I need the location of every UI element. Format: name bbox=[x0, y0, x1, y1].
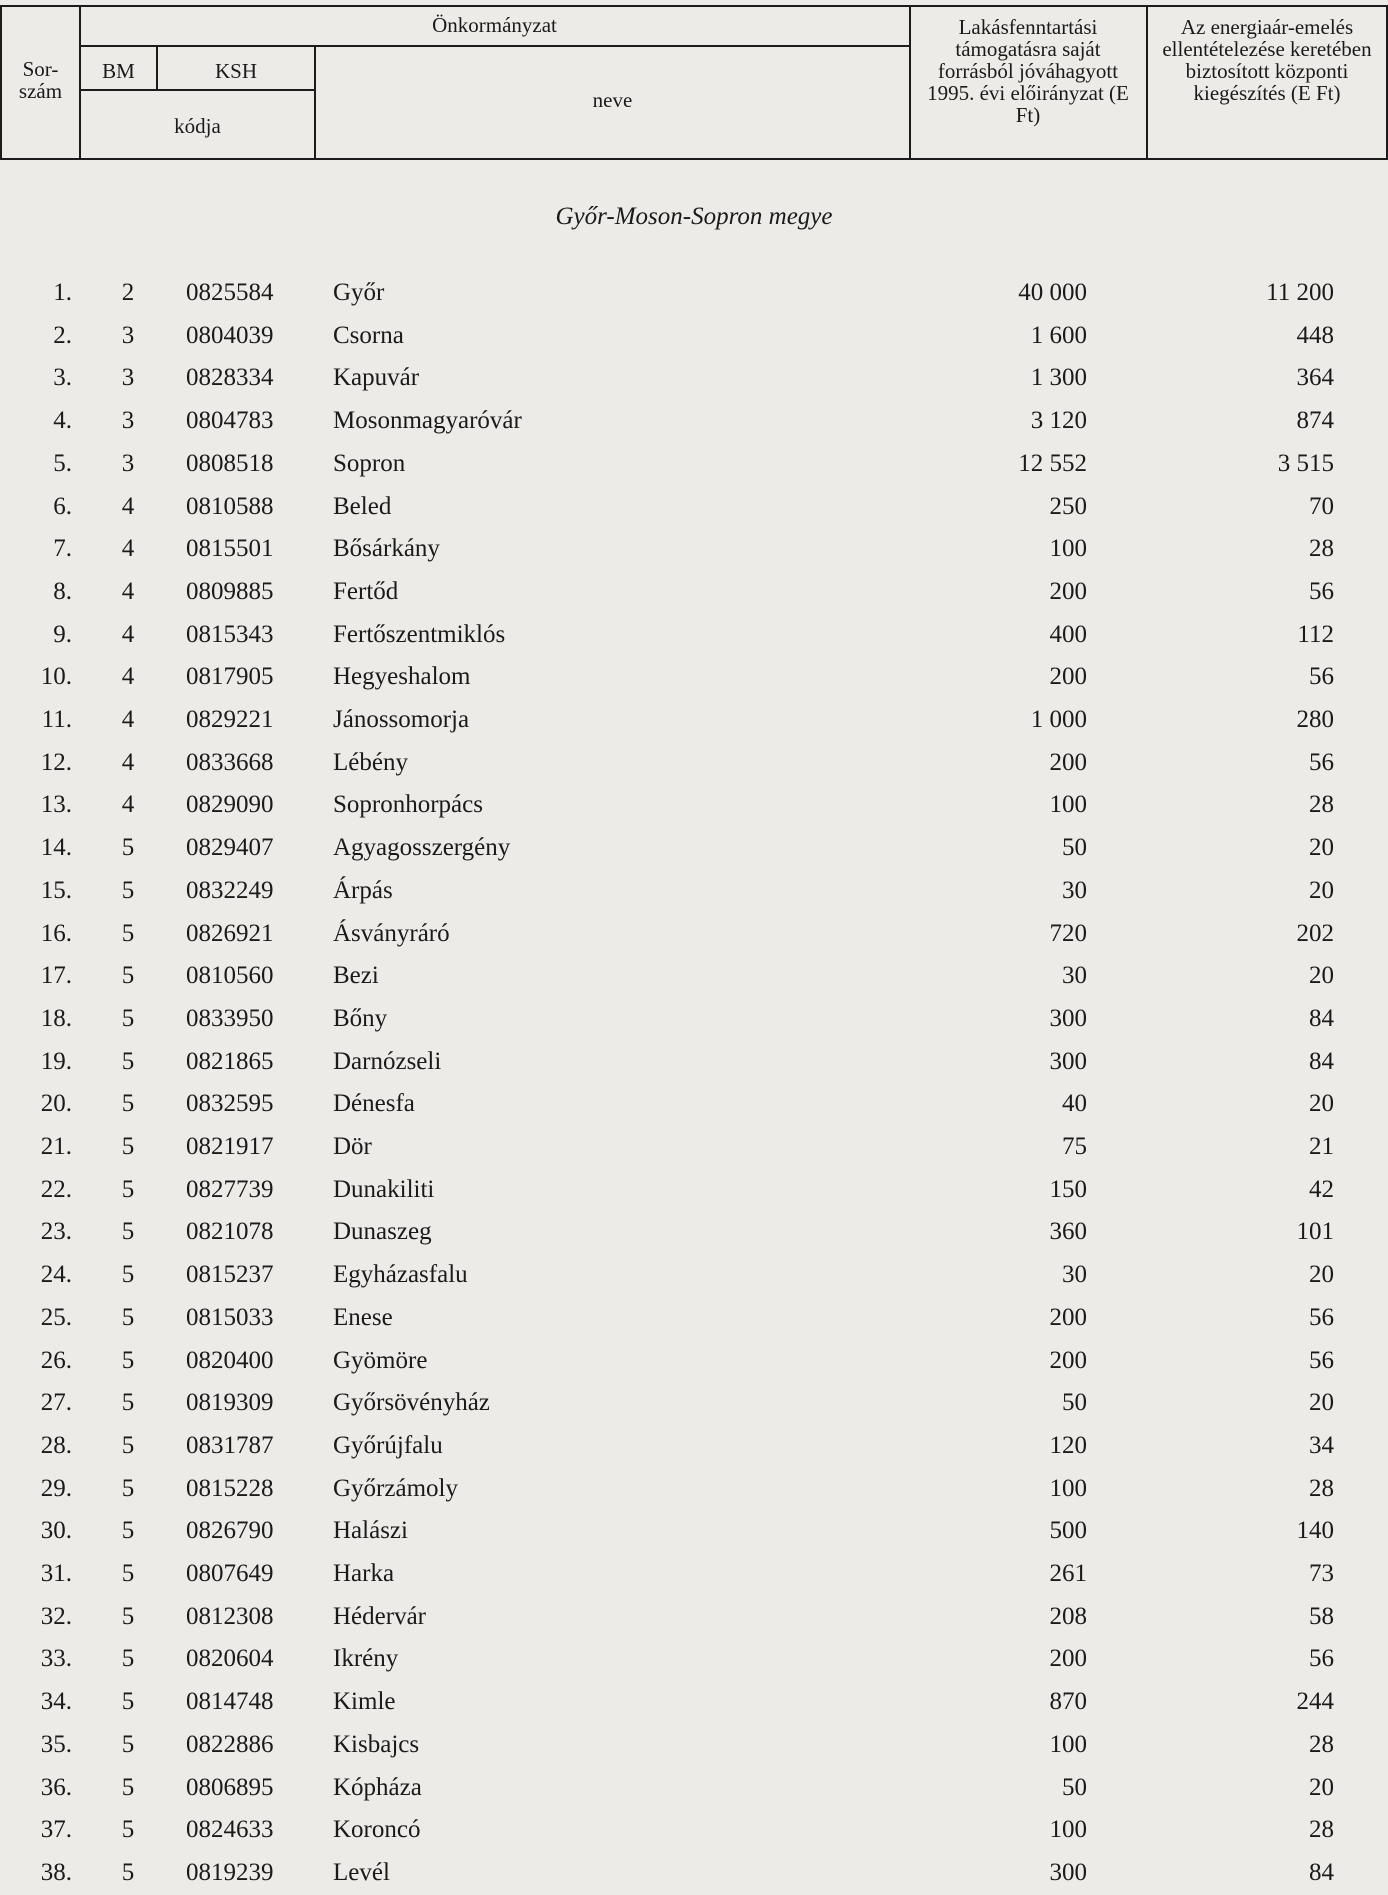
header-ksh: KSH bbox=[214, 59, 257, 83]
lakas-amount: 1 000 bbox=[1030, 706, 1087, 733]
lakas-amount: 100 bbox=[1049, 791, 1087, 819]
settlement-name: Győrsövényház bbox=[333, 1389, 490, 1417]
lakas-amount: 261 bbox=[1049, 1560, 1087, 1587]
lakas-amount: 1 600 bbox=[1030, 321, 1087, 349]
ksh-code: 0821865 bbox=[186, 1047, 274, 1075]
settlement-name: Ásványráró bbox=[333, 919, 450, 947]
lakas-amount: 360 bbox=[1049, 1218, 1087, 1246]
settlement-name: Dunakiliti bbox=[333, 1175, 435, 1203]
energia-amount: 280 bbox=[1296, 706, 1334, 733]
energia-amount: 20 bbox=[1309, 1261, 1334, 1289]
table-row bbox=[0, 1553, 1388, 1596]
settlement-name: Kópháza bbox=[333, 1773, 422, 1801]
header-bm: BM bbox=[102, 59, 135, 83]
row-number: 31. bbox=[40, 1560, 72, 1587]
energia-amount: 448 bbox=[1296, 321, 1334, 349]
settlement-name: Egyházasfalu bbox=[333, 1261, 468, 1289]
bm-code: 5 bbox=[121, 1602, 135, 1630]
settlement-name: Koroncó bbox=[333, 1816, 421, 1844]
energia-amount: 28 bbox=[1309, 791, 1334, 819]
row-number: 19. bbox=[40, 1047, 72, 1075]
row-number: 36. bbox=[40, 1773, 72, 1801]
ksh-code: 0819309 bbox=[186, 1389, 274, 1417]
energia-amount: 73 bbox=[1309, 1560, 1334, 1587]
bm-code: 5 bbox=[121, 1431, 135, 1459]
ksh-code: 0815237 bbox=[186, 1261, 274, 1289]
ksh-code: 0829407 bbox=[186, 834, 274, 862]
table-row bbox=[0, 1254, 1388, 1297]
ksh-code: 0825584 bbox=[186, 279, 274, 306]
settlement-name: Gyömöre bbox=[333, 1346, 428, 1374]
energia-amount: 202 bbox=[1296, 919, 1334, 947]
bm-code: 5 bbox=[121, 1645, 135, 1673]
row-number: 37. bbox=[40, 1816, 72, 1844]
table-row bbox=[0, 614, 1388, 657]
settlement-name: Beled bbox=[333, 492, 392, 520]
bm-code: 5 bbox=[121, 1816, 135, 1844]
settlement-name: Lébény bbox=[333, 748, 408, 776]
lakas-amount: 40 bbox=[1062, 1090, 1087, 1118]
row-number: 29. bbox=[40, 1474, 72, 1502]
table-row bbox=[0, 528, 1388, 571]
table-row bbox=[0, 1468, 1388, 1511]
county-title: Győr-Moson-Sopron megye bbox=[555, 203, 833, 230]
energia-amount: 56 bbox=[1309, 748, 1334, 776]
lakas-amount: 208 bbox=[1049, 1602, 1087, 1630]
settlement-name: Hegyeshalom bbox=[333, 663, 471, 691]
row-number: 38. bbox=[40, 1858, 72, 1886]
header-sorszam: Sor- szám bbox=[18, 57, 63, 103]
bm-code: 5 bbox=[121, 1047, 135, 1075]
ksh-code: 0806895 bbox=[186, 1773, 274, 1801]
lakas-amount: 12 552 bbox=[1018, 449, 1087, 477]
table-row bbox=[0, 827, 1388, 870]
bm-code: 4 bbox=[121, 663, 135, 691]
energia-amount: 20 bbox=[1309, 876, 1334, 904]
bm-code: 5 bbox=[121, 1517, 135, 1545]
bm-code: 5 bbox=[121, 919, 135, 947]
bm-code: 5 bbox=[121, 1730, 135, 1758]
ksh-code: 0826790 bbox=[186, 1517, 274, 1545]
energia-amount: 34 bbox=[1309, 1431, 1334, 1459]
lakas-amount: 200 bbox=[1049, 1303, 1087, 1331]
table-row bbox=[0, 1425, 1388, 1468]
energia-amount: 70 bbox=[1309, 492, 1334, 520]
table-row bbox=[0, 742, 1388, 785]
table-row bbox=[0, 1126, 1388, 1169]
table-row bbox=[0, 272, 1388, 315]
settlement-name: Fertőszentmiklós bbox=[333, 620, 506, 648]
settlement-name: Csorna bbox=[333, 321, 404, 349]
energia-amount: 20 bbox=[1309, 834, 1334, 862]
lakas-amount: 3 120 bbox=[1030, 407, 1087, 435]
lakas-amount: 100 bbox=[1049, 1474, 1087, 1502]
ksh-code: 0804039 bbox=[186, 321, 274, 349]
energia-amount: 84 bbox=[1309, 1858, 1334, 1886]
ksh-code: 0829090 bbox=[186, 791, 274, 819]
ksh-code: 0826921 bbox=[186, 919, 274, 947]
energia-amount: 42 bbox=[1309, 1175, 1334, 1203]
settlement-name: Dénesfa bbox=[333, 1090, 415, 1118]
row-number: 10. bbox=[40, 663, 72, 691]
header-lakas-column: Lakásfenntartási támogatásra saját forrásból jóváhagyott 1995. évi előirányzat (E Ft) bbox=[927, 15, 1129, 127]
settlement-name: Mosonmagyaróvár bbox=[333, 407, 522, 435]
row-number: 28. bbox=[40, 1431, 72, 1459]
row-number: 12. bbox=[40, 748, 72, 776]
ksh-code: 0808518 bbox=[186, 449, 274, 477]
bm-code: 5 bbox=[121, 1773, 135, 1801]
table-row bbox=[0, 913, 1388, 956]
table-row bbox=[0, 1681, 1388, 1724]
energia-amount: 56 bbox=[1309, 1645, 1334, 1673]
ksh-code: 0804783 bbox=[186, 407, 274, 435]
bm-code: 5 bbox=[121, 1175, 135, 1203]
bm-code: 5 bbox=[121, 1004, 135, 1032]
ksh-code: 0833950 bbox=[186, 1004, 274, 1032]
row-number: 34. bbox=[40, 1688, 72, 1716]
row-number: 21. bbox=[40, 1133, 72, 1160]
settlement-name: Harka bbox=[333, 1560, 395, 1587]
energia-amount: 84 bbox=[1309, 1004, 1334, 1032]
energia-amount: 20 bbox=[1309, 1773, 1334, 1801]
bm-code: 3 bbox=[121, 407, 135, 435]
row-number: 5. bbox=[53, 449, 72, 477]
settlement-name: Kisbajcs bbox=[333, 1730, 420, 1758]
lakas-amount: 75 bbox=[1062, 1133, 1087, 1160]
table-row bbox=[0, 1083, 1388, 1126]
table-row bbox=[0, 1852, 1388, 1895]
lakas-amount: 720 bbox=[1049, 919, 1087, 947]
settlement-name: Levél bbox=[333, 1858, 390, 1886]
row-number: 27. bbox=[40, 1389, 72, 1417]
settlement-name: Sopronhorpács bbox=[333, 791, 483, 819]
row-number: 26. bbox=[40, 1346, 72, 1374]
row-number: 8. bbox=[53, 577, 72, 605]
lakas-amount: 30 bbox=[1062, 1261, 1087, 1289]
ksh-code: 0815033 bbox=[186, 1303, 274, 1331]
row-number: 1. bbox=[53, 279, 72, 306]
row-number: 9. bbox=[53, 620, 72, 648]
row-number: 3. bbox=[53, 364, 72, 392]
ksh-code: 0828334 bbox=[186, 364, 274, 392]
bm-code: 4 bbox=[121, 748, 135, 776]
settlement-name: Bősárkány bbox=[333, 535, 440, 563]
energia-amount: 11 200 bbox=[1266, 279, 1334, 306]
bm-code: 5 bbox=[121, 876, 135, 904]
bm-code: 3 bbox=[121, 449, 135, 477]
row-number: 25. bbox=[40, 1303, 72, 1331]
lakas-amount: 250 bbox=[1049, 492, 1087, 520]
ksh-code: 0815228 bbox=[186, 1474, 274, 1502]
lakas-amount: 100 bbox=[1049, 1816, 1087, 1844]
table-row bbox=[0, 443, 1388, 486]
ksh-code: 0810588 bbox=[186, 492, 274, 520]
lakas-amount: 300 bbox=[1049, 1858, 1087, 1886]
bm-code: 5 bbox=[121, 1261, 135, 1289]
bm-code: 4 bbox=[121, 577, 135, 605]
lakas-amount: 200 bbox=[1049, 1645, 1087, 1673]
settlement-name: Agyagosszergény bbox=[333, 834, 511, 862]
energia-amount: 20 bbox=[1309, 1389, 1334, 1417]
bm-code: 5 bbox=[121, 1474, 135, 1502]
header-onkormanyzat: Önkormányzat bbox=[432, 13, 557, 37]
bm-code: 5 bbox=[121, 1090, 135, 1118]
lakas-amount: 200 bbox=[1049, 577, 1087, 605]
row-number: 4. bbox=[53, 407, 72, 435]
ksh-code: 0817905 bbox=[186, 663, 274, 691]
table-header bbox=[0, 0, 1388, 160]
table-row bbox=[0, 998, 1388, 1041]
energia-amount: 3 515 bbox=[1277, 449, 1334, 477]
settlement-name: Győrzámoly bbox=[333, 1474, 458, 1502]
bm-code: 2 bbox=[121, 279, 135, 306]
energia-amount: 140 bbox=[1296, 1517, 1334, 1545]
energia-amount: 112 bbox=[1297, 620, 1334, 648]
bm-code: 4 bbox=[121, 706, 135, 733]
row-number: 14. bbox=[40, 834, 72, 862]
lakas-amount: 200 bbox=[1049, 663, 1087, 691]
lakas-amount: 120 bbox=[1049, 1431, 1087, 1459]
row-number: 18. bbox=[40, 1004, 72, 1032]
table-row bbox=[0, 400, 1388, 443]
settlement-name: Kapuvár bbox=[333, 364, 420, 392]
ksh-code: 0824633 bbox=[186, 1816, 274, 1844]
row-number: 30. bbox=[40, 1517, 72, 1545]
settlement-name: Enese bbox=[333, 1303, 393, 1331]
ksh-code: 0814748 bbox=[186, 1688, 274, 1716]
table-row bbox=[0, 1169, 1388, 1212]
energia-amount: 58 bbox=[1309, 1602, 1334, 1630]
bm-code: 5 bbox=[121, 1688, 135, 1716]
bm-code: 4 bbox=[121, 791, 135, 819]
lakas-amount: 300 bbox=[1049, 1004, 1087, 1032]
row-number: 15. bbox=[40, 876, 72, 904]
settlement-name: Kimle bbox=[333, 1688, 396, 1716]
settlement-name: Árpás bbox=[333, 876, 393, 904]
row-number: 7. bbox=[53, 535, 72, 563]
table-row bbox=[0, 1041, 1388, 1084]
ksh-code: 0833668 bbox=[186, 748, 274, 776]
table-row bbox=[0, 699, 1388, 742]
ksh-code: 0832595 bbox=[186, 1090, 274, 1118]
lakas-amount: 300 bbox=[1049, 1047, 1087, 1075]
energia-amount: 28 bbox=[1309, 535, 1334, 563]
lakas-amount: 100 bbox=[1049, 535, 1087, 563]
settlement-name: Bőny bbox=[333, 1004, 388, 1032]
table-row bbox=[0, 1510, 1388, 1553]
bm-code: 3 bbox=[121, 364, 135, 392]
row-number: 23. bbox=[40, 1218, 72, 1246]
row-number: 22. bbox=[40, 1175, 72, 1203]
bm-code: 4 bbox=[121, 620, 135, 648]
table-row bbox=[0, 1596, 1388, 1639]
ksh-code: 0807649 bbox=[186, 1560, 274, 1587]
settlement-name: Darnózseli bbox=[333, 1047, 442, 1075]
energia-amount: 101 bbox=[1296, 1218, 1334, 1246]
header-kodja: kódja bbox=[174, 114, 221, 138]
table-row bbox=[0, 1767, 1388, 1810]
settlement-name: Győr bbox=[333, 279, 385, 306]
lakas-amount: 200 bbox=[1049, 1346, 1087, 1374]
lakas-amount: 500 bbox=[1049, 1517, 1087, 1545]
row-number: 2. bbox=[53, 321, 72, 349]
row-number: 33. bbox=[40, 1645, 72, 1673]
ksh-code: 0820400 bbox=[186, 1346, 274, 1374]
header-energia-column: Az energiaár-emelés ellentételezése keretében biztosított központi kiegészítés (E Ft) bbox=[1162, 15, 1372, 105]
ksh-code: 0832249 bbox=[186, 876, 274, 904]
table-row bbox=[0, 1382, 1388, 1425]
table-row bbox=[0, 870, 1388, 913]
bm-code: 5 bbox=[121, 834, 135, 862]
ksh-code: 0822886 bbox=[186, 1730, 274, 1758]
energia-amount: 20 bbox=[1309, 1090, 1334, 1118]
energia-amount: 56 bbox=[1309, 1303, 1334, 1331]
row-number: 13. bbox=[40, 791, 72, 819]
settlement-name: Halászi bbox=[333, 1517, 408, 1545]
settlement-name: Ikrény bbox=[333, 1645, 399, 1673]
ksh-code: 0812308 bbox=[186, 1602, 274, 1630]
bm-code: 4 bbox=[121, 535, 135, 563]
settlement-name: Sopron bbox=[333, 449, 406, 477]
bm-code: 5 bbox=[121, 1133, 135, 1160]
ksh-code: 0820604 bbox=[186, 1645, 274, 1673]
energia-amount: 20 bbox=[1309, 962, 1334, 990]
lakas-amount: 50 bbox=[1062, 1773, 1087, 1801]
settlement-name: Bezi bbox=[333, 962, 379, 990]
bm-code: 5 bbox=[121, 1303, 135, 1331]
energia-amount: 244 bbox=[1296, 1688, 1334, 1716]
lakas-amount: 400 bbox=[1049, 620, 1087, 648]
energia-amount: 28 bbox=[1309, 1474, 1334, 1502]
bm-code: 5 bbox=[121, 1389, 135, 1417]
settlement-name: Hédervár bbox=[333, 1602, 426, 1630]
table-row bbox=[0, 1724, 1388, 1767]
settlement-name: Jánossomorja bbox=[333, 706, 470, 733]
table-row bbox=[0, 571, 1388, 614]
bm-code: 5 bbox=[121, 1218, 135, 1246]
table-row bbox=[0, 784, 1388, 827]
row-number: 24. bbox=[40, 1261, 72, 1289]
energia-amount: 56 bbox=[1309, 577, 1334, 605]
table-row bbox=[0, 656, 1388, 699]
table-row bbox=[0, 315, 1388, 358]
ksh-code: 0809885 bbox=[186, 577, 274, 605]
table-row bbox=[0, 1211, 1388, 1254]
settlement-name: Dunaszeg bbox=[333, 1218, 432, 1246]
header-neve: neve bbox=[592, 88, 633, 112]
ksh-code: 0829221 bbox=[186, 706, 274, 733]
energia-amount: 874 bbox=[1296, 407, 1334, 435]
row-number: 16. bbox=[40, 919, 72, 947]
settlement-name: Győrújfalu bbox=[333, 1431, 443, 1459]
ksh-code: 0819239 bbox=[186, 1858, 274, 1886]
bm-code: 5 bbox=[121, 962, 135, 990]
table-row bbox=[0, 1340, 1388, 1383]
ksh-code: 0810560 bbox=[186, 962, 274, 990]
ksh-code: 0827739 bbox=[186, 1175, 274, 1203]
lakas-amount: 50 bbox=[1062, 1389, 1087, 1417]
energia-amount: 28 bbox=[1309, 1816, 1334, 1844]
bm-code: 5 bbox=[121, 1560, 135, 1587]
settlement-name: Dör bbox=[333, 1133, 372, 1160]
row-number: 6. bbox=[53, 492, 72, 520]
bm-code: 5 bbox=[121, 1346, 135, 1374]
table-row bbox=[0, 486, 1388, 529]
energia-amount: 84 bbox=[1309, 1047, 1334, 1075]
lakas-amount: 870 bbox=[1049, 1688, 1087, 1716]
table-row bbox=[0, 1638, 1388, 1681]
ksh-code: 0821917 bbox=[186, 1133, 274, 1160]
ksh-code: 0821078 bbox=[186, 1218, 274, 1246]
energia-amount: 56 bbox=[1309, 663, 1334, 691]
lakas-amount: 150 bbox=[1049, 1175, 1087, 1203]
table-row bbox=[0, 955, 1388, 998]
table-row bbox=[0, 1297, 1388, 1340]
row-number: 35. bbox=[40, 1730, 72, 1758]
energia-amount: 364 bbox=[1296, 364, 1334, 392]
row-number: 20. bbox=[40, 1090, 72, 1118]
bm-code: 4 bbox=[121, 492, 135, 520]
lakas-amount: 40 000 bbox=[1018, 279, 1087, 306]
row-number: 17. bbox=[40, 962, 72, 990]
row-number: 11. bbox=[41, 706, 72, 733]
settlement-name: Fertőd bbox=[333, 577, 399, 605]
energia-amount: 28 bbox=[1309, 1730, 1334, 1758]
energia-amount: 21 bbox=[1309, 1133, 1334, 1160]
lakas-amount: 1 300 bbox=[1030, 364, 1087, 392]
ksh-code: 0831787 bbox=[186, 1431, 274, 1459]
ksh-code: 0815501 bbox=[186, 535, 274, 563]
lakas-amount: 30 bbox=[1062, 962, 1087, 990]
row-number: 32. bbox=[40, 1602, 72, 1630]
lakas-amount: 100 bbox=[1049, 1730, 1087, 1758]
bm-code: 3 bbox=[121, 321, 135, 349]
lakas-amount: 30 bbox=[1062, 876, 1087, 904]
energia-amount: 56 bbox=[1309, 1346, 1334, 1374]
table-row bbox=[0, 1809, 1388, 1852]
ksh-code: 0815343 bbox=[186, 620, 274, 648]
lakas-amount: 50 bbox=[1062, 834, 1087, 862]
lakas-amount: 200 bbox=[1049, 748, 1087, 776]
bm-code: 5 bbox=[121, 1858, 135, 1886]
table-row bbox=[0, 357, 1388, 400]
